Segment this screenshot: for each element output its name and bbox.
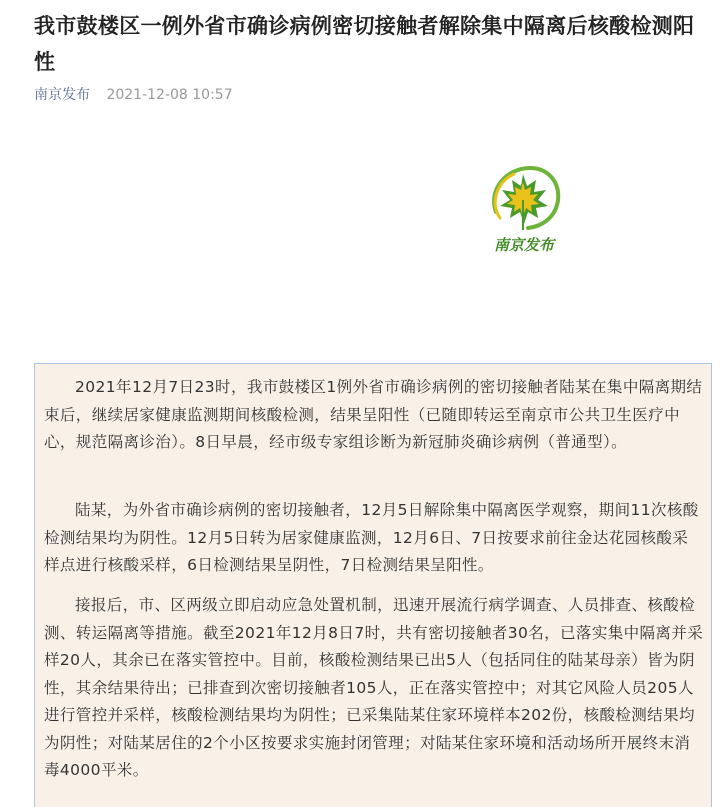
article-paragraph-2: 陆某，为外省市确诊病例的密切接触者，12月5日解除集中隔离医学观察，期间11次核酸检测结果均为阴性。12月5日转为居家健康监测，12月6日、7日按要求前往金达花园核酸采样点进行核酸采样，6日检测结果呈阴性，7日检测结果呈阳性。 <box>44 501 699 574</box>
nanjing-fabu-logo <box>478 160 568 260</box>
article-source-link[interactable]: 南京发布 <box>34 87 90 103</box>
article-paragraph-1: 2021年12月7日23时，我市鼓楼区1例外省市确诊病例的密切接触者陆某在集中隔离期结束后，继续居家健康监测期间核酸检测，结果呈阳性（已随即转运至南京市公共卫生医疗中心，规范隔离诊治）。8日早晨，经市级专家组诊断为新冠肺炎确诊病例（普通型）。 <box>44 378 703 451</box>
logo-text: 南京发布 <box>493 236 554 254</box>
article-title: 我市鼓楼区一例外省市确诊病例密切接触者解除集中隔离后核酸检测阳性 <box>34 14 695 74</box>
article-datetime: 2021-12-08 10:57 <box>106 87 233 103</box>
article-paragraph-3: 接报后，市、区两级立即启动应急处置机制，迅速开展流行病学调查、人员排查、核酸检测、转运隔离等措施。截至2021年12月8日7时，共有密切接触者30名，已落实集中隔离并采样20人，其余已在落实管控中。目前，核酸检测结果已出5人（包括同住的陆某母亲）皆为阴性，其余结果待出；已排查到次密切接触者105人，正在落实管控中；对其它风险人员205人进行管控并采样，核酸检测结果均为阴性；已采集陆某住家环境样本202份，核酸检测结果均为阴性；对陆某居住的2个小区按要求实施封闭管理；对陆某住家环境和活动场所开展终末消毒4000平米。 <box>44 596 704 779</box>
article-meta <box>34 86 233 104</box>
